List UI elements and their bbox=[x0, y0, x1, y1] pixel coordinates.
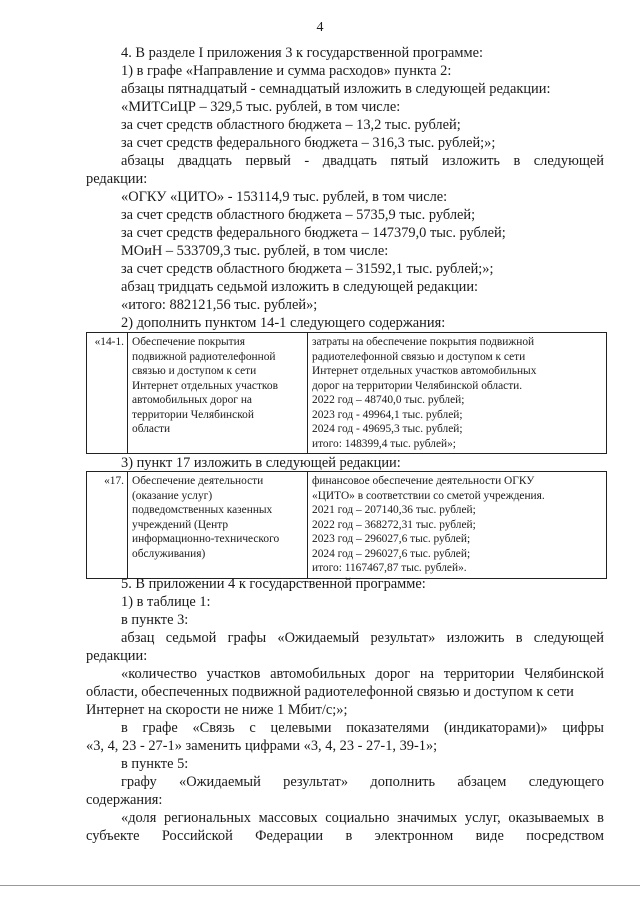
page-footer-divider bbox=[0, 885, 640, 886]
paragraph-line: за счет средств областного бюджета – 5735,9 тыс. рублей; bbox=[121, 207, 476, 223]
paragraph-line: абзацы пятнадцатый - семнадцатый изложить в следующей редакции: bbox=[121, 81, 551, 97]
cell-line: Обеспечение покрытия bbox=[132, 336, 245, 348]
cell-line: Интернет отдельных участков bbox=[132, 379, 278, 392]
paragraph-line: Интернет на скорости не ниже 1 Мбит/с;»; bbox=[86, 702, 348, 718]
paragraph-line: 2) дополнить пунктом 14-1 следующего содержания: bbox=[121, 315, 446, 331]
paragraph-line: за счет средств областного бюджета – 31592,1 тыс. рублей;»; bbox=[121, 261, 494, 277]
cell-line: (оказание услуг) bbox=[132, 489, 213, 502]
paragraph-line: «МИТСиЦР – 329,5 тыс. рублей, в том числе: bbox=[121, 99, 401, 115]
cell-line: информационно-технического bbox=[132, 533, 280, 545]
table-row bbox=[87, 333, 607, 454]
cell-line: 2024 год – 296027,6 тыс. рублей; bbox=[312, 547, 471, 560]
paragraph-line: абзацы двадцать первый - двадцать пятый изложить в следующей bbox=[121, 153, 604, 169]
cell-line: 2022 год – 48740,0 тыс. рублей; bbox=[312, 394, 465, 406]
cell-line: затраты на обеспечение покрытия подвижной bbox=[312, 336, 535, 348]
paragraph-line: 3) пункт 17 изложить в следующей редакции: bbox=[121, 455, 401, 471]
table-item-description bbox=[308, 333, 607, 454]
cell-line: обслуживания) bbox=[132, 547, 206, 560]
paragraph-line: 1) в таблице 1: bbox=[121, 594, 211, 610]
paragraph-line: 4. В разделе I приложения 3 к государственной программе: bbox=[121, 45, 483, 61]
paragraph-line: графу «Ожидаемый результат» дополнить абзацем следующего bbox=[121, 774, 604, 790]
cell-line: 2023 год – 296027,6 тыс. рублей; bbox=[312, 533, 471, 545]
paragraph-line: в графе «Связь с целевыми показателями (индикаторами)» цифры bbox=[121, 720, 604, 736]
paragraph-line: субъекте Российской Федерации в электронном виде посредством bbox=[86, 828, 604, 844]
paragraph-line: «ОГКУ «ЦИТО» - 153114,9 тыс. рублей, в том числе: bbox=[121, 189, 448, 205]
paragraph-line: «доля региональных массовых социально значимых услуг, оказываемых в bbox=[121, 810, 604, 826]
cell-line: Обеспечение деятельности bbox=[132, 475, 264, 487]
cell-line: 2022 год – 368272,31 тыс. рублей; bbox=[312, 518, 476, 531]
paragraph-line: содержания: bbox=[86, 792, 163, 808]
paragraph-line: 5. В приложении 4 к государственной программе: bbox=[121, 576, 426, 592]
cell-line: финансовое обеспечение деятельности ОГКУ bbox=[312, 475, 535, 487]
table-item-title bbox=[128, 333, 308, 454]
table-row bbox=[87, 472, 607, 579]
cell-line: территории Челябинской bbox=[132, 408, 254, 421]
cell-line: подвижной радиотелефонной bbox=[132, 350, 276, 363]
cell-line: 2021 год – 207140,36 тыс. рублей; bbox=[312, 504, 476, 516]
paragraph-line: «количество участков автомобильных дорог на территории Челябинской bbox=[121, 666, 604, 682]
cell-line: подведомственных казенных bbox=[132, 504, 273, 516]
paragraph-line: 1) в графе «Направление и сумма расходов» пункта 2: bbox=[121, 63, 452, 79]
paragraph-line: в пункте 5: bbox=[121, 756, 189, 772]
paragraph-line: «итого: 882121,56 тыс. рублей»; bbox=[121, 297, 318, 313]
table-item-number: «17. bbox=[87, 472, 128, 579]
paragraph-line: МОиН – 533709,3 тыс. рублей, в том числе: bbox=[121, 243, 389, 259]
paragraph-line: в пункте 3: bbox=[121, 612, 189, 628]
paragraph-line: редакции: bbox=[86, 648, 148, 664]
table-item-title bbox=[128, 472, 308, 579]
cell-line: итого: 1167467,87 тыс. рублей». bbox=[312, 562, 467, 574]
cell-line: радиотелефонной связью и доступом к сети bbox=[312, 350, 526, 363]
cell-line: автомобильных дорог на bbox=[132, 394, 252, 406]
page-number: 4 bbox=[316, 20, 324, 35]
cell-line: дорог на территории Челябинской области. bbox=[312, 379, 523, 392]
paragraph-line: редакции: bbox=[86, 171, 148, 187]
table-item-14-1 bbox=[86, 332, 607, 454]
cell-line: Интернет отдельных участков автомобильных bbox=[312, 365, 537, 377]
cell-line: учреждений (Центр bbox=[132, 518, 229, 531]
cell-line: связью и доступом к сети bbox=[132, 365, 257, 377]
paragraph-line: абзац тридцать седьмой изложить в следующей редакции: bbox=[121, 279, 479, 295]
paragraph-line: за счет средств областного бюджета – 13,2 тыс. рублей; bbox=[121, 117, 461, 133]
table-item-17 bbox=[86, 471, 607, 579]
cell-line: 2023 год - 49964,1 тыс. рублей; bbox=[312, 408, 463, 421]
paragraph-line: области, обеспеченных подвижной радиотелефонной связью и доступом к сети bbox=[86, 684, 574, 700]
paragraph-line: «3, 4, 23 - 27-1» заменить цифрами «3, 4, 23 - 27-1, 39-1»; bbox=[86, 738, 438, 754]
cell-line: «ЦИТО» в соответствии со сметой учреждения. bbox=[312, 489, 545, 502]
table-item-description bbox=[308, 472, 607, 579]
paragraph-line: за счет средств федерального бюджета – 316,3 тыс. рублей;»; bbox=[121, 135, 496, 151]
paragraph-line: абзац седьмой графы «Ожидаемый результат» изложить в следующей bbox=[121, 630, 604, 646]
cell-line: 2024 год - 49695,3 тыс. рублей; bbox=[312, 423, 463, 435]
cell-line: области bbox=[132, 423, 171, 435]
cell-line: итого: 148399,4 тыс. рублей»; bbox=[312, 437, 456, 450]
paragraph-line: за счет средств федерального бюджета – 147379,0 тыс. рублей; bbox=[121, 225, 506, 241]
table-item-number: «14-1. bbox=[87, 333, 128, 454]
